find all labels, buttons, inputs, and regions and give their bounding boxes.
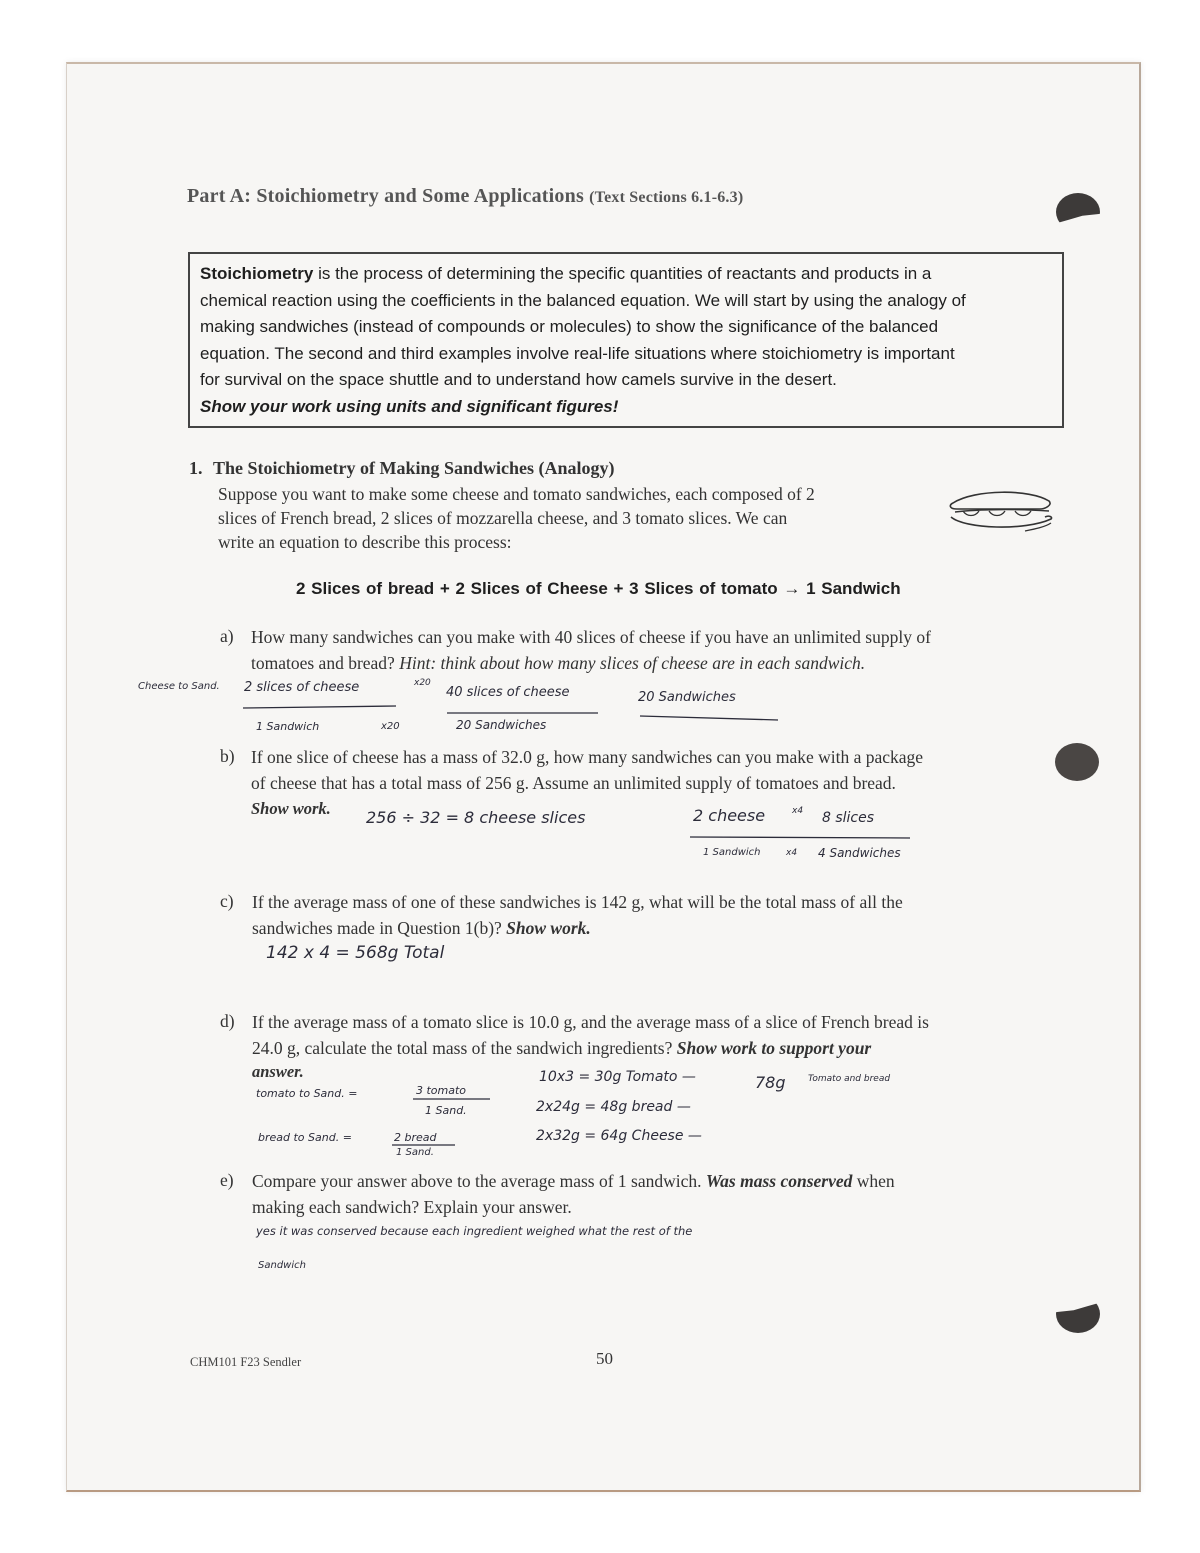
part-d-line-2: 24.0 g, calculate the total mass of the sandwich ingredients? xyxy=(252,1038,673,1058)
hand-a-denominator-multiplier: x20 xyxy=(381,721,400,732)
part-e-line-1a: Compare your answer above to the average mass of 1 sandwich. xyxy=(252,1171,702,1191)
part-b-label: b) xyxy=(220,746,235,766)
hand-a-result: 40 slices of cheese xyxy=(446,685,570,700)
part-b-show-work: Show work. xyxy=(251,799,331,818)
intro-line-3: write an equation to describe this process: xyxy=(218,532,512,552)
hand-b-result-denominator: 4 Sandwiches xyxy=(818,846,901,860)
hand-c-calculation: 142 x 4 = 568g Total xyxy=(266,943,445,963)
hand-d-total-label: Tomato and bread xyxy=(808,1074,891,1084)
hand-d-bread-ratio: bread to Sand. = xyxy=(258,1131,352,1144)
hand-a-numerator: 2 slices of cheese xyxy=(244,680,360,695)
part-e-line-1c: when xyxy=(852,1171,895,1191)
part-a-label: a) xyxy=(220,626,234,646)
hand-d-cheese-mass: 2x32g = 64g Cheese — xyxy=(536,1128,702,1144)
hand-a-multiplier: x20 xyxy=(414,678,431,688)
question-1-number: 1. xyxy=(189,458,203,478)
definition-line-3: making sandwiches (instead of compounds or molecules) to show the significance of the balanced xyxy=(200,317,939,336)
part-c-label: c) xyxy=(220,891,234,911)
part-a-line-2: tomatoes and bread? xyxy=(251,653,395,673)
definition-line-4: equation. The second and third examples involve real-life situations where stoichiometry is important xyxy=(200,343,955,363)
part-d-show-work-answer: answer. xyxy=(252,1062,304,1081)
hand-b-denominator: 1 Sandwich xyxy=(703,847,761,858)
part-b-line-2: of cheese that has a total mass of 256 g. Assume an unlimited supply of tomatoes and bread. xyxy=(251,773,896,793)
question-1-title: The Stoichiometry of Making Sandwiches (Analogy) xyxy=(213,458,615,478)
hand-b-result: 8 slices xyxy=(822,810,875,826)
part-b-line-1: If one slice of cheese has a mass of 32.0 g, how many sandwiches can you make with a package xyxy=(251,747,924,767)
hand-a-denominator: 1 Sandwich xyxy=(256,720,320,733)
hand-d-bread-mass: 2x24g = 48g bread — xyxy=(536,1099,691,1115)
hand-b-numerator: 2 cheese xyxy=(693,806,766,825)
hand-d-bread-numerator: 2 bread xyxy=(394,1131,437,1144)
part-d-label: d) xyxy=(220,1011,235,1031)
hand-e-line-1: yes it was conserved because each ingredient weighed what the rest of the xyxy=(256,1224,693,1238)
definition-line-1: is the process of determining the specific quantities of reactants and products in a xyxy=(313,264,932,283)
part-d-line-1: If the average mass of a tomato slice is 10.0 g, and the average mass of a slice of French bread is xyxy=(252,1012,929,1032)
intro-line-2: slices of French bread, 2 slices of mozzarella cheese, and 3 tomato slices. We can xyxy=(218,508,788,528)
show-work-instruction: Show your work using units and significant figures! xyxy=(200,396,619,416)
hand-a-result-denominator: 20 Sandwiches xyxy=(456,718,547,732)
part-a-hint: Hint: think about how many slices of cheese are in each sandwich. xyxy=(399,653,866,673)
definition-line-5: for survival on the space shuttle and to understand how camels survive in the desert. xyxy=(200,370,837,389)
hand-d-tomato-numerator: 3 tomato xyxy=(416,1084,467,1097)
intro-line-1: Suppose you want to make some cheese and tomato sandwiches, each composed of 2 xyxy=(218,484,815,504)
hand-d-tomato-denominator: 1 Sand. xyxy=(425,1104,467,1117)
definition-line-2: chemical reaction using the coefficients in the balanced equation. We will start by using the analogy of xyxy=(200,290,966,310)
hand-d-tomato-mass: 10x3 = 30g Tomato — xyxy=(539,1069,696,1085)
title-main: Part A: Stoichiometry and Some Applications xyxy=(187,185,584,207)
part-e-label: e) xyxy=(220,1170,234,1190)
hand-b-multiplier: x4 xyxy=(792,806,804,816)
part-e-mass-conserved: Was mass conserved xyxy=(705,1171,853,1191)
part-d-show-work: Show work to support your xyxy=(676,1038,872,1058)
part-c-line-1: If the average mass of one of these sandwiches is 142 g, what will be the total mass of all the xyxy=(252,892,903,912)
footer-page-number: 50 xyxy=(596,1349,613,1368)
part-a-line-1: How many sandwiches can you make with 40 slices of cheese if you have an unlimited supply of xyxy=(251,627,931,647)
hand-b-calculation: 256 ÷ 32 = 8 cheese slices xyxy=(366,808,586,827)
hand-a-prefix: Cheese to Sand. xyxy=(138,681,220,692)
hand-b-denominator-multiplier: x4 xyxy=(786,848,798,858)
hand-d-tomato-ratio: tomato to Sand. = xyxy=(256,1087,358,1100)
footer-course: CHM101 F23 Sendler xyxy=(190,1355,302,1369)
hand-d-bread-denominator: 1 Sand. xyxy=(396,1147,434,1158)
hand-d-total: 78g xyxy=(755,1073,786,1092)
definition-term: Stoichiometry xyxy=(200,264,314,283)
hand-a-answer: 20 Sandwiches xyxy=(638,690,736,705)
part-c-show-work: Show work. xyxy=(506,918,591,938)
title-sections: (Text Sections 6.1-6.3) xyxy=(589,189,744,206)
part-c-line-2: sandwiches made in Question 1(b)? xyxy=(252,918,502,938)
part-e-line-2: making each sandwich? Explain your answer. xyxy=(252,1197,572,1217)
hand-e-line-2: Sandwich xyxy=(258,1260,306,1271)
sandwich-equation: 2 Slices of bread + 2 Slices of Cheese + 3 Slices of tomato → 1 Sandwich xyxy=(296,579,901,598)
